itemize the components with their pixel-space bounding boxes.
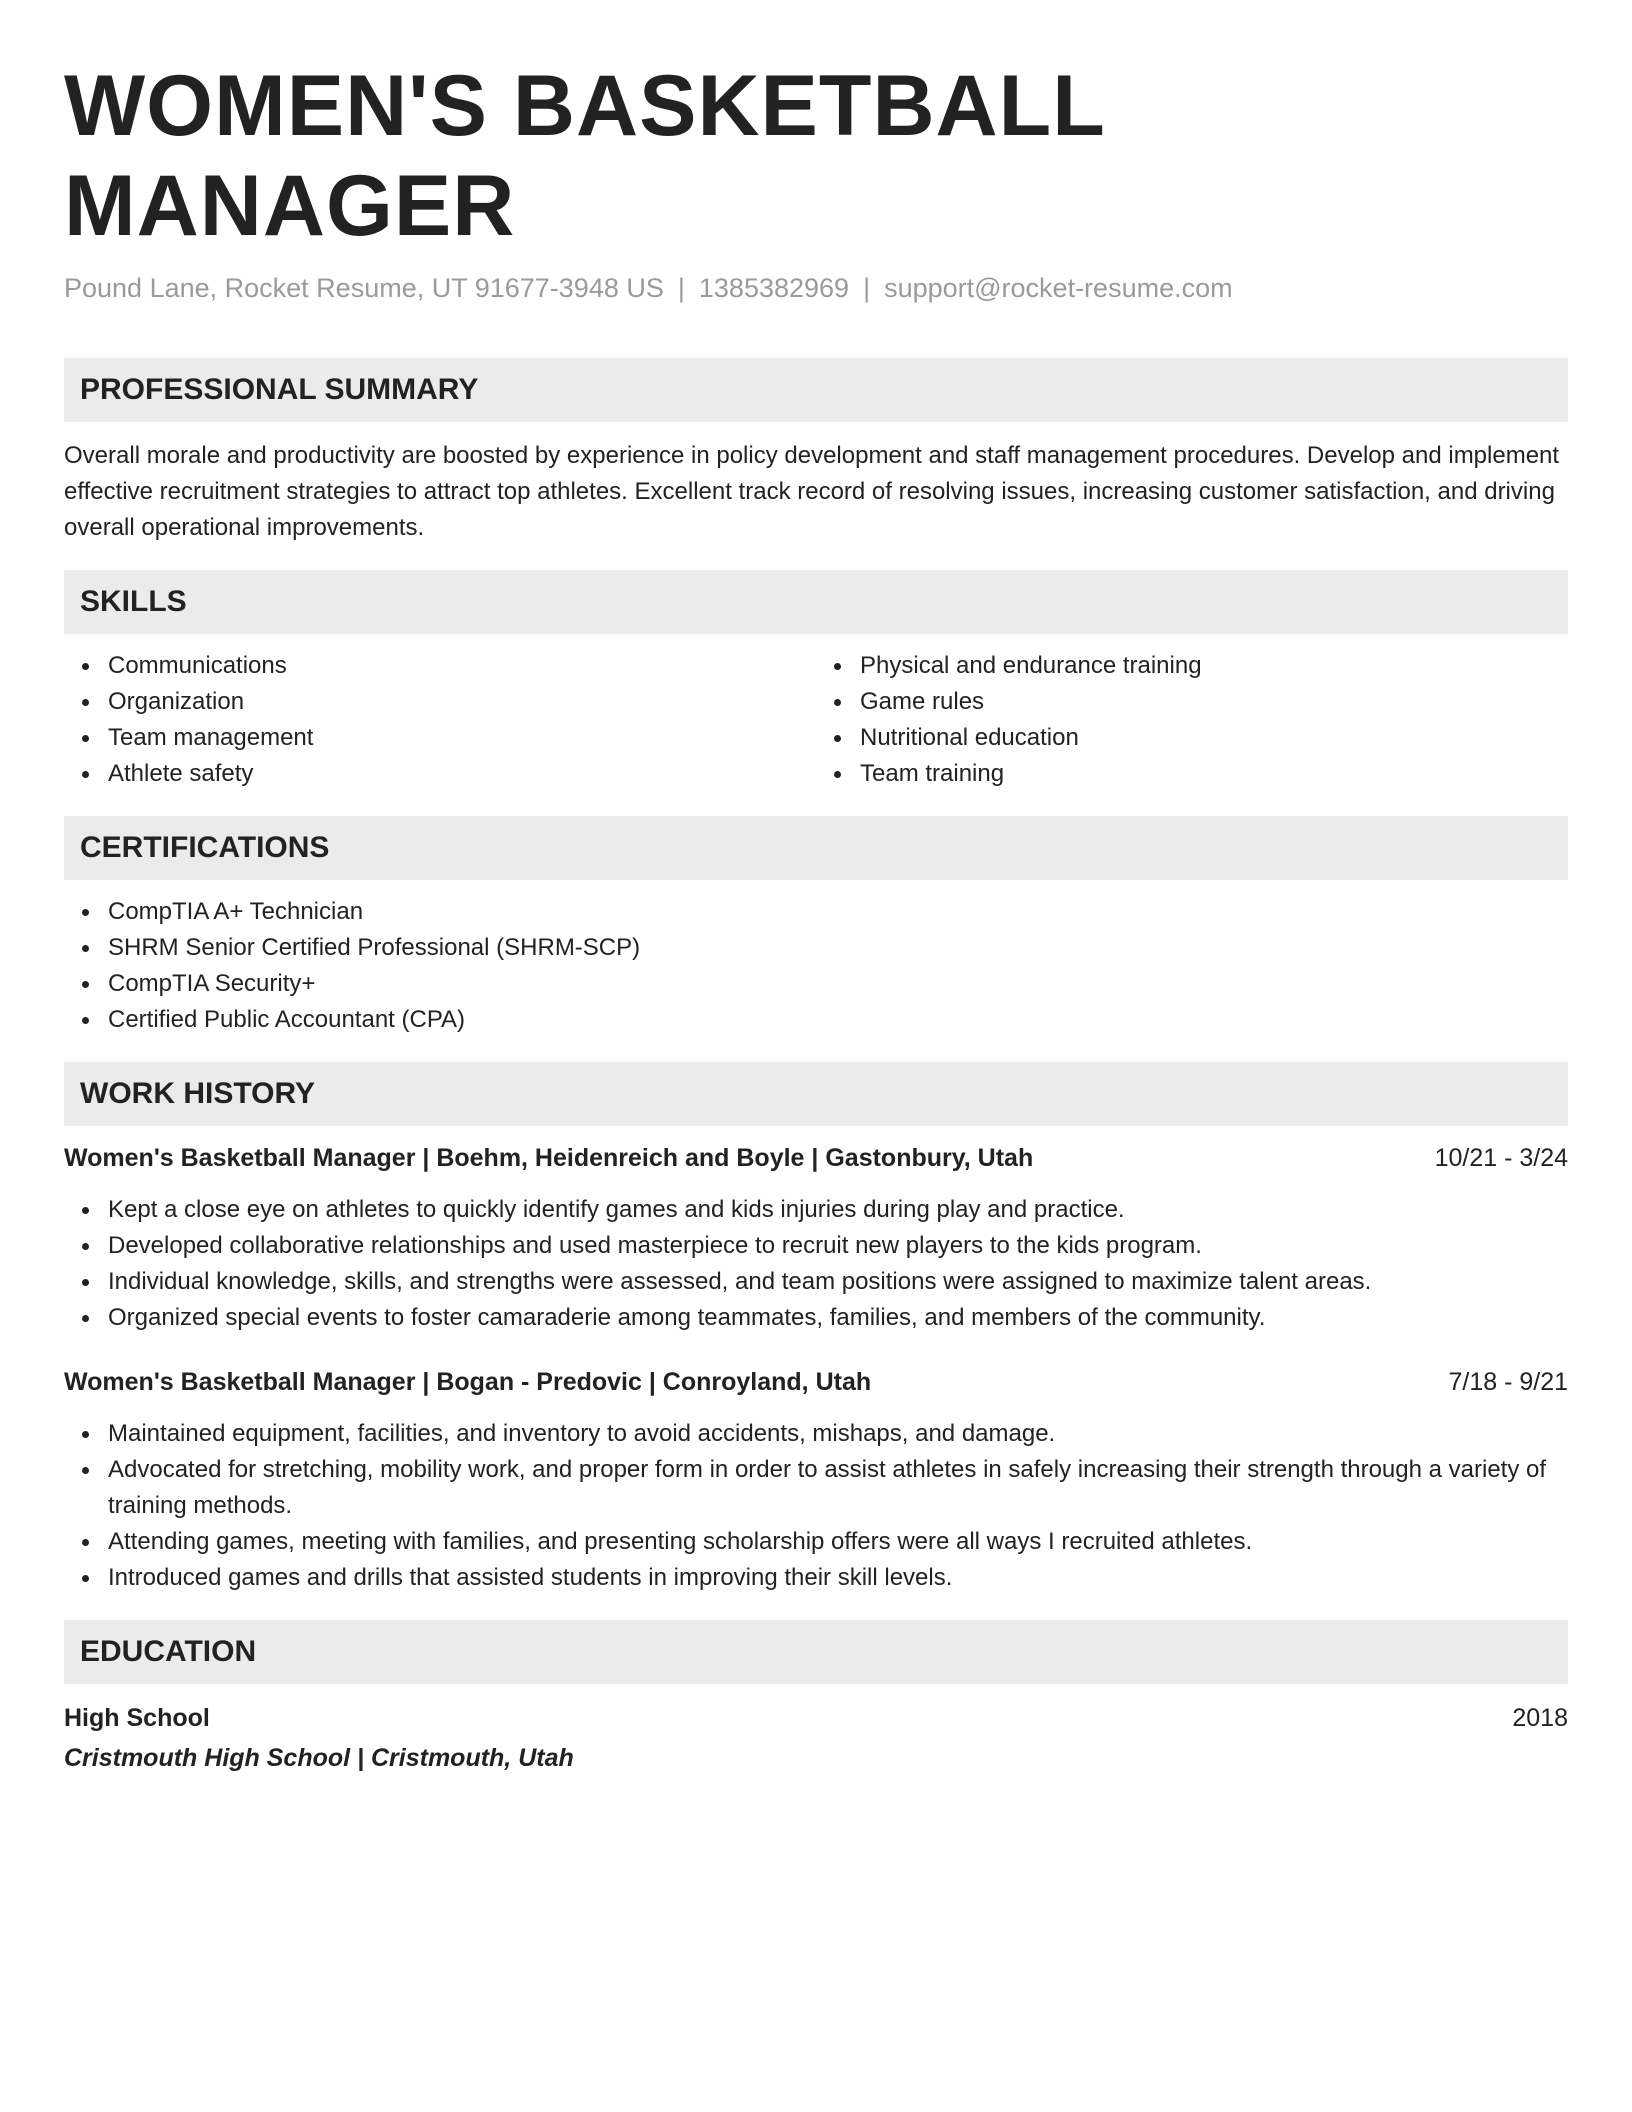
job-bullet: Maintained equipment, facilities, and inventory to avoid accidents, mishaps, and damage.	[108, 1416, 1568, 1452]
skill-item: Nutritional education	[860, 720, 1568, 756]
job-entry	[64, 1140, 1568, 1336]
certification-item: SHRM Senior Certified Professional (SHRM-SCP)	[108, 930, 1568, 966]
contact-separator: |	[677, 273, 685, 303]
skill-item: Game rules	[860, 684, 1568, 720]
section-heading-skills: SKILLS	[64, 570, 1568, 634]
education-year: 2018	[1512, 1704, 1568, 1732]
certification-item: Certified Public Accountant (CPA)	[108, 1002, 1568, 1038]
skills-column-left	[64, 648, 816, 792]
contact-line	[64, 268, 1568, 308]
job-heading: Women's Basketball Manager | Bogan - Predovic | Conroyland, Utah	[64, 1368, 872, 1396]
skill-item: Athlete safety	[108, 756, 816, 792]
job-bullet: Introduced games and drills that assisted students in improving their skill levels.	[108, 1560, 1568, 1596]
education-header	[64, 1700, 1568, 1736]
certifications-list	[64, 894, 1568, 1038]
job-entry	[64, 1364, 1568, 1596]
job-bullet: Individual knowledge, skills, and strengths were assessed, and team positions were assigned to maximize talent areas.	[108, 1264, 1568, 1300]
job-header	[64, 1140, 1568, 1176]
section-heading-certifications: CERTIFICATIONS	[64, 816, 1568, 880]
certification-item: CompTIA Security+	[108, 966, 1568, 1002]
job-header	[64, 1364, 1568, 1400]
summary-text: Overall morale and productivity are boosted by experience in policy development and staff management procedures. Develop and implement effective recruitment strategies to attract top athletes. Excellent track record of resolving issues, increasing customer satisfaction, and driving overall operational improvements.	[64, 442, 1560, 541]
skills-column-right	[816, 648, 1568, 792]
contact-email: support@rocket-resume.com	[884, 273, 1233, 303]
education-degree: High School	[64, 1704, 210, 1732]
section-heading-work-history: WORK HISTORY	[64, 1062, 1568, 1126]
contact-separator: |	[863, 273, 871, 303]
job-bullet: Advocated for stretching, mobility work, and proper form in order to assist athletes in safely increasing their strength through a variety of training methods.	[108, 1452, 1568, 1524]
contact-address: Pound Lane, Rocket Resume, UT 91677-3948 US	[64, 273, 664, 303]
job-bullet: Kept a close eye on athletes to quickly identify games and kids injuries during play and practice.	[108, 1192, 1568, 1228]
section-heading-summary: PROFESSIONAL SUMMARY	[64, 358, 1568, 422]
certification-item: CompTIA A+ Technician	[108, 894, 1568, 930]
education-school: Cristmouth High School | Cristmouth, Utah	[64, 1744, 574, 1772]
job-bullet: Organized special events to foster camaraderie among teammates, families, and members of the community.	[108, 1300, 1568, 1336]
job-bullet: Developed collaborative relationships and used masterpiece to recruit new players to the kids program.	[108, 1228, 1568, 1264]
skill-item: Physical and endurance training	[860, 648, 1568, 684]
job-bullets	[64, 1192, 1568, 1336]
job-dates: 7/18 - 9/21	[1448, 1368, 1568, 1396]
job-bullets	[64, 1416, 1568, 1596]
skill-item: Team training	[860, 756, 1568, 792]
job-heading: Women's Basketball Manager | Boehm, Heidenreich and Boyle | Gastonbury, Utah	[64, 1144, 1034, 1172]
section-heading-education: EDUCATION	[64, 1620, 1568, 1684]
contact-phone: 1385382969	[698, 273, 850, 303]
skill-item: Communications	[108, 648, 816, 684]
skill-item: Organization	[108, 684, 816, 720]
skill-item: Team management	[108, 720, 816, 756]
job-dates: 10/21 - 3/24	[1434, 1144, 1568, 1172]
resume-name: WOMEN'S BASKETBALL MANAGER	[64, 58, 1105, 254]
skills-list	[64, 648, 1568, 792]
job-bullet: Attending games, meeting with families, and presenting scholarship offers were all ways I recruited athletes.	[108, 1524, 1568, 1560]
